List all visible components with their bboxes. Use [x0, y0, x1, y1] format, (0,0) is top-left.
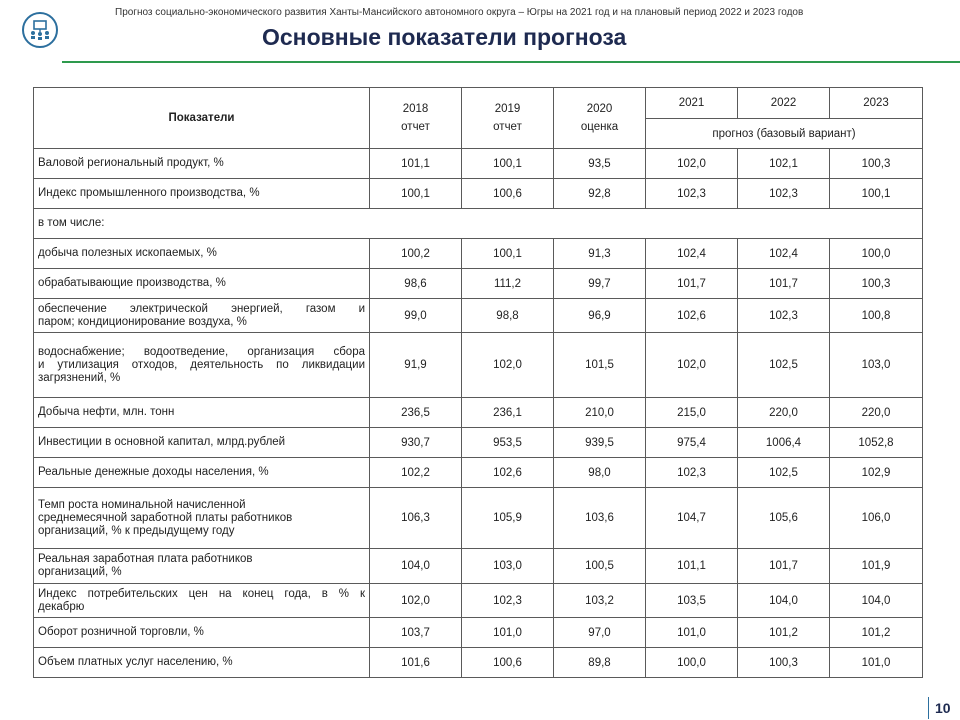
value-2020: 92,8 — [554, 179, 646, 209]
indicator-label: добыча полезных ископаемых, % — [34, 239, 370, 269]
table-row — [34, 239, 923, 269]
table-row — [34, 648, 923, 678]
indicator-label: Валовой региональный продукт, % — [34, 149, 370, 179]
value-2023: 100,3 — [830, 269, 923, 299]
value-2021: 102,3 — [646, 458, 738, 488]
value-2022: 102,1 — [738, 149, 830, 179]
table-row — [34, 333, 923, 398]
value-2023: 220,0 — [830, 398, 923, 428]
value-2019: 953,5 — [462, 428, 554, 458]
indicator-label: Объем платных услуг населению, % — [34, 648, 370, 678]
table-row — [34, 618, 923, 648]
indicators-table — [33, 87, 923, 678]
value-2020: 98,0 — [554, 458, 646, 488]
title-divider — [62, 61, 960, 63]
page-number: 10 — [935, 700, 951, 716]
column-header-2019-note: отчет — [493, 121, 522, 133]
value-2019: 100,1 — [462, 239, 554, 269]
value-2021: 102,0 — [646, 149, 738, 179]
value-2023: 106,0 — [830, 488, 923, 549]
column-header-2019-year: 2019 — [494, 103, 521, 115]
column-header-2018-year: 2018 — [402, 103, 429, 115]
table-header-row — [34, 88, 923, 119]
value-2020: 97,0 — [554, 618, 646, 648]
table-row — [34, 179, 923, 209]
indicator-label — [34, 299, 370, 333]
indicator-label: Оборот розничной торговли, % — [34, 618, 370, 648]
table-row — [34, 269, 923, 299]
value-2021: 102,6 — [646, 299, 738, 333]
indicator-label: обрабатывающие производства, % — [34, 269, 370, 299]
indicator-label: Реальные денежные доходы населения, % — [34, 458, 370, 488]
indicator-label-line: и утилизация отходов, деятельность по ликвидации — [38, 358, 365, 371]
indicator-label-line: водоснабжение; водоотведение, организация сбора — [38, 345, 365, 358]
indicator-label — [34, 549, 370, 584]
table-row — [34, 149, 923, 179]
value-2018: 104,0 — [370, 549, 462, 584]
value-2018: 102,0 — [370, 584, 462, 618]
value-2018: 930,7 — [370, 428, 462, 458]
value-2022: 101,2 — [738, 618, 830, 648]
value-2020: 100,5 — [554, 549, 646, 584]
value-2021: 101,1 — [646, 549, 738, 584]
value-2020: 101,5 — [554, 333, 646, 398]
value-2019: 103,0 — [462, 549, 554, 584]
value-2019: 102,6 — [462, 458, 554, 488]
presentation-board-icon — [28, 18, 52, 42]
indicator-label-line: паром; кондиционирование воздуха, % — [38, 315, 247, 328]
value-2020: 210,0 — [554, 398, 646, 428]
value-2018: 99,0 — [370, 299, 462, 333]
column-header-2022: 2022 — [738, 88, 830, 119]
value-2019: 111,2 — [462, 269, 554, 299]
value-2023: 104,0 — [830, 584, 923, 618]
value-2023: 100,1 — [830, 179, 923, 209]
indicator-label: Добыча нефти, млн. тонн — [34, 398, 370, 428]
value-2018: 100,1 — [370, 179, 462, 209]
value-2023: 103,0 — [830, 333, 923, 398]
value-2019: 98,8 — [462, 299, 554, 333]
value-2022: 100,3 — [738, 648, 830, 678]
value-2021: 100,0 — [646, 648, 738, 678]
logo — [22, 12, 58, 48]
value-2022: 220,0 — [738, 398, 830, 428]
value-2022: 102,4 — [738, 239, 830, 269]
page-title: Основные показатели прогноза — [262, 24, 627, 50]
value-2023: 101,2 — [830, 618, 923, 648]
value-2022: 104,0 — [738, 584, 830, 618]
column-header-2019 — [462, 88, 554, 149]
value-2022: 101,7 — [738, 549, 830, 584]
indicator-label-line: загрязнений, % — [38, 371, 121, 384]
value-2018: 100,2 — [370, 239, 462, 269]
value-2019: 100,1 — [462, 149, 554, 179]
value-2021: 102,0 — [646, 333, 738, 398]
value-2019: 102,0 — [462, 333, 554, 398]
table-row — [34, 428, 923, 458]
indicator-label-line: Индекс потребительских цен на конец года, в % к — [38, 587, 365, 600]
column-header-2018-note: отчет — [401, 121, 430, 133]
column-header-2021: 2021 — [646, 88, 738, 119]
indicator-label: Инвестиции в основной капитал, млрд.рублей — [34, 428, 370, 458]
indicator-label — [34, 488, 370, 549]
indicator-label — [34, 584, 370, 618]
value-2018: 106,3 — [370, 488, 462, 549]
indicator-label-line: организаций, % — [38, 566, 122, 578]
value-2018: 91,9 — [370, 333, 462, 398]
value-2021: 101,0 — [646, 618, 738, 648]
value-2020: 103,2 — [554, 584, 646, 618]
value-2022: 102,3 — [738, 299, 830, 333]
value-2019: 102,3 — [462, 584, 554, 618]
column-header-2020 — [554, 88, 646, 149]
value-2023: 101,9 — [830, 549, 923, 584]
table-row — [34, 458, 923, 488]
value-2022: 102,5 — [738, 458, 830, 488]
value-2022: 102,3 — [738, 179, 830, 209]
page-number-divider — [928, 697, 929, 719]
value-2022: 1006,4 — [738, 428, 830, 458]
section-label: в том числе: — [34, 209, 923, 239]
value-2018: 236,5 — [370, 398, 462, 428]
indicator-label-line: обеспечение электрической энергией, газом и — [38, 302, 365, 315]
indicator-label-line: Реальная заработная плата работников — [38, 553, 253, 565]
value-2021: 102,4 — [646, 239, 738, 269]
column-header-2018 — [370, 88, 462, 149]
value-2020: 99,7 — [554, 269, 646, 299]
value-2023: 100,8 — [830, 299, 923, 333]
table-row — [34, 398, 923, 428]
value-2019: 101,0 — [462, 618, 554, 648]
table-row — [34, 549, 923, 584]
value-2021: 104,7 — [646, 488, 738, 549]
table-row — [34, 299, 923, 333]
value-2020: 939,5 — [554, 428, 646, 458]
value-2019: 105,9 — [462, 488, 554, 549]
value-2021: 102,3 — [646, 179, 738, 209]
indicator-label-line: среднемесячной заработной платы работников — [38, 511, 293, 524]
value-2023: 100,0 — [830, 239, 923, 269]
document-subtitle: Прогноз социально-экономического развития Ханты-Мансийского автономного округа – Югры на 2021 год и на плановый период 2022 и 2023 годов — [115, 7, 804, 18]
value-2018: 98,6 — [370, 269, 462, 299]
table-row — [34, 488, 923, 549]
value-2023: 102,9 — [830, 458, 923, 488]
indicator-label-line: организаций, % к предыдущему году — [38, 524, 235, 537]
value-2023: 100,3 — [830, 149, 923, 179]
value-2019: 100,6 — [462, 648, 554, 678]
indicator-label-line: Темп роста номинальной начисленной — [38, 498, 246, 511]
column-header-2020-year: 2020 — [586, 103, 613, 115]
value-2021: 975,4 — [646, 428, 738, 458]
value-2021: 215,0 — [646, 398, 738, 428]
value-2022: 105,6 — [738, 488, 830, 549]
forecast-header: прогноз (базовый вариант) — [646, 119, 923, 149]
column-header-indicator: Показатели — [34, 88, 370, 149]
indicator-label-line: декабрю — [38, 600, 85, 613]
value-2020: 96,9 — [554, 299, 646, 333]
column-header-2020-note: оценка — [580, 121, 619, 133]
value-2019: 100,6 — [462, 179, 554, 209]
value-2022: 101,7 — [738, 269, 830, 299]
indicator-label: Индекс промышленного производства, % — [34, 179, 370, 209]
value-2021: 101,7 — [646, 269, 738, 299]
value-2018: 103,7 — [370, 618, 462, 648]
value-2018: 101,6 — [370, 648, 462, 678]
value-2018: 101,1 — [370, 149, 462, 179]
value-2021: 103,5 — [646, 584, 738, 618]
value-2023: 1052,8 — [830, 428, 923, 458]
indicator-label — [34, 333, 370, 398]
table-row — [34, 584, 923, 618]
value-2018: 102,2 — [370, 458, 462, 488]
value-2019: 236,1 — [462, 398, 554, 428]
value-2020: 103,6 — [554, 488, 646, 549]
value-2020: 91,3 — [554, 239, 646, 269]
value-2020: 89,8 — [554, 648, 646, 678]
table-row-subheading — [34, 209, 923, 239]
value-2022: 102,5 — [738, 333, 830, 398]
column-header-2023: 2023 — [830, 88, 923, 119]
value-2020: 93,5 — [554, 149, 646, 179]
value-2023: 101,0 — [830, 648, 923, 678]
